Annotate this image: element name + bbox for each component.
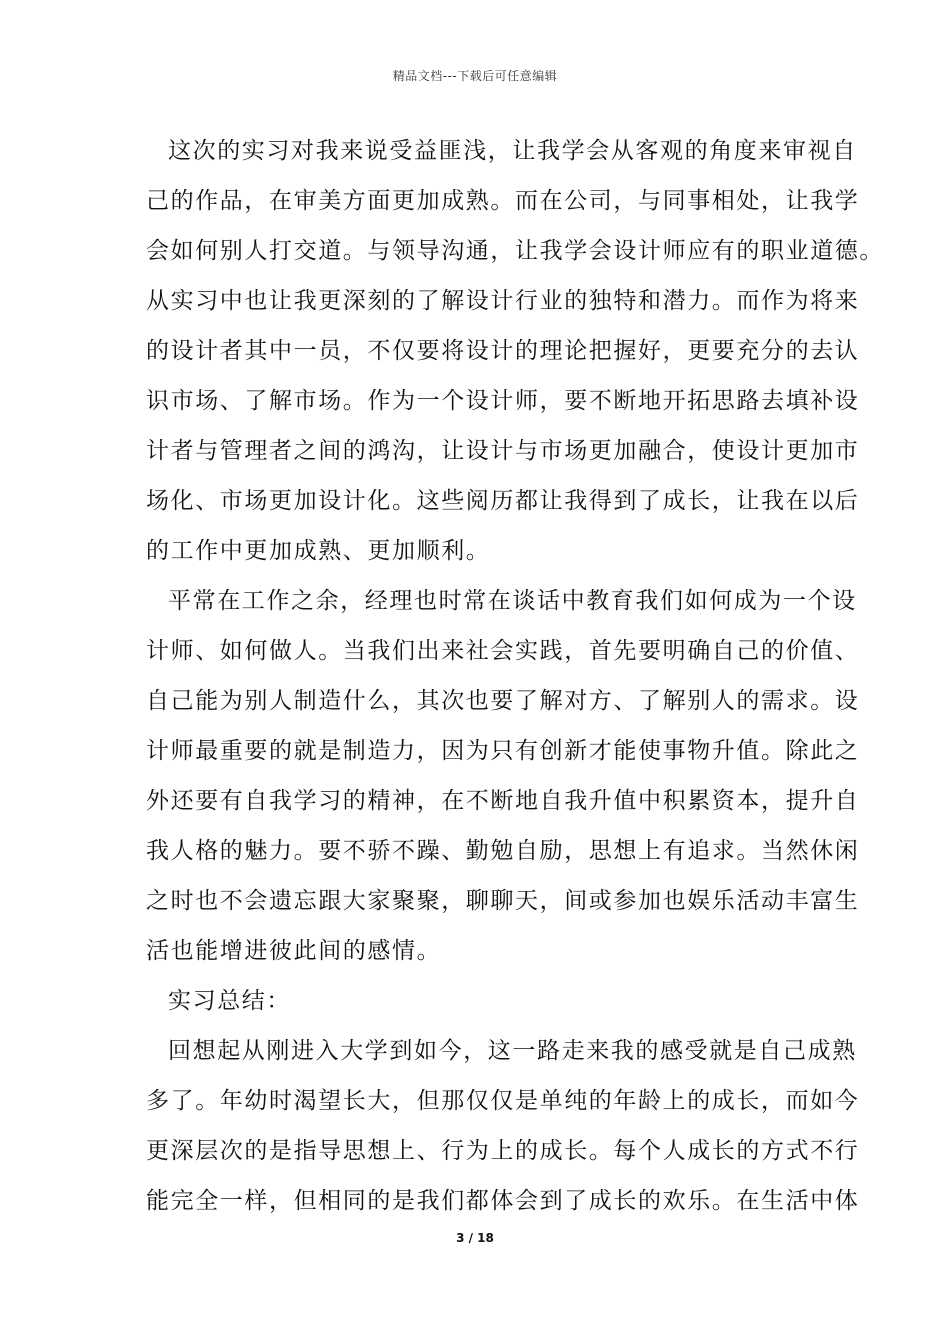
paragraph-line: 自己能为别人制造什么，其次也要了解对方、了解别人的需求。设 <box>146 688 860 714</box>
paragraph-line: 从实习中也让我更深刻的了解设计行业的独特和潜力。而作为将来 <box>146 288 860 314</box>
paragraph-line: 多了。年幼时渴望长大，但那仅仅是单纯的年龄上的成长，而如今 <box>146 1088 860 1114</box>
paragraph-line: 场化、市场更加设计化。这些阅历都让我得到了成长，让我在以后 <box>146 488 860 514</box>
paragraph-line: 更深层次的是指导思想上、行为上的成长。每个人成长的方式不行 <box>146 1138 860 1164</box>
page-header: 精品文档---下载后可任意编辑 <box>392 69 558 83</box>
paragraph-line: 的工作中更加成熟、更加顺利。 <box>146 538 491 564</box>
paragraph-line: 活也能增进彼此间的感情。 <box>146 938 442 964</box>
page-number: 3 / 18 <box>456 1231 494 1245</box>
paragraph-line: 计者与管理者之间的鸿沟，让设计与市场更加融合，使设计更加市 <box>146 438 860 464</box>
paragraph-line: 回想起从刚进入大学到如今，这一路走来我的感受就是自己成熟 <box>168 1038 857 1064</box>
paragraph-line: 能完全一样，但相同的是我们都体会到了成长的欢乐。在生活中体 <box>146 1188 860 1214</box>
paragraph-line: 会如何别人打交道。与领导沟通，让我学会设计师应有的职业道德。 <box>146 238 884 264</box>
paragraph-line: 平常在工作之余，经理也时常在谈话中教育我们如何成为一个设 <box>168 588 857 614</box>
paragraph-line: 我人格的魅力。要不骄不躁、勤勉自励，思想上有追求。当然休闲 <box>146 838 860 864</box>
paragraph-line: 己的作品，在审美方面更加成熟。而在公司，与同事相处，让我学 <box>146 188 860 214</box>
paragraph-line: 计师、如何做人。当我们出来社会实践，首先要明确自己的价值、 <box>146 638 860 664</box>
paragraph-line: 之时也不会遗忘跟大家聚聚，聊聊天，间或参加也娱乐活动丰富生 <box>146 888 860 914</box>
paragraph-line: 外还要有自我学习的精神，在不断地自我升值中积累资本，提升自 <box>146 788 860 814</box>
paragraph-line: 这次的实习对我来说受益匪浅，让我学会从客观的角度来审视自 <box>168 138 857 164</box>
paragraph-line: 的设计者其中一员，不仅要将设计的理论把握好，更要充分的去认 <box>146 338 860 364</box>
paragraph-line: 计师最重要的就是制造力，因为只有创新才能使事物升值。除此之 <box>146 738 860 764</box>
paragraph-line: 识市场、了解市场。作为一个设计师，要不断地开拓思路去填补设 <box>146 388 860 414</box>
section-heading: 实习总结： <box>168 988 291 1014</box>
